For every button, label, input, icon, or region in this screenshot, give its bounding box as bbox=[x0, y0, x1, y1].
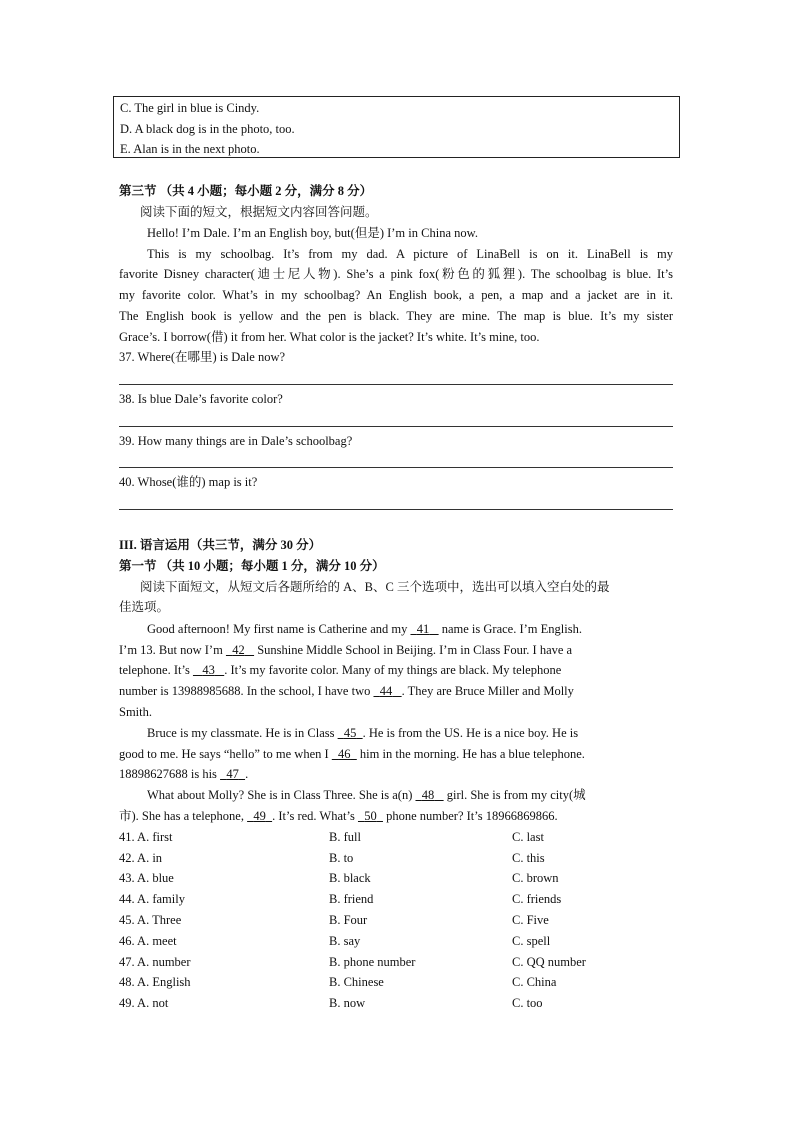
option-b: B. to bbox=[329, 851, 354, 865]
option-b: B. now bbox=[329, 996, 366, 1010]
option-a: 42. A. in bbox=[119, 851, 163, 865]
section3-instruction: 阅读下面的短文，根据短文内容回答问题。 bbox=[140, 205, 378, 219]
option-c: C. this bbox=[512, 851, 545, 865]
option-a: 46. A. meet bbox=[119, 934, 177, 948]
option-a: 48. A. English bbox=[119, 975, 191, 989]
box-option-c: C. The girl in blue is Cindy. bbox=[120, 101, 260, 115]
option-c: C. spell bbox=[512, 934, 551, 948]
question-40: 40. Whose(谁的) map is it? bbox=[119, 475, 258, 489]
passage-line: favorite Disney character(迪士尼人物). She’s a pink fox(粉色的狐狸). The schoolbag is blue. It’s bbox=[119, 267, 673, 281]
option-b: B. Four bbox=[329, 913, 368, 927]
part3-section1-heading: 第一节 （共 10 小题；每小题 1 分，满分 10 分） bbox=[119, 559, 385, 573]
cloze-line: Smith. bbox=[119, 705, 152, 719]
blank-49[interactable]: 49 bbox=[253, 809, 266, 823]
section3-heading: 第三节 （共 4 小题；每小题 2 分，满分 8 分） bbox=[119, 184, 373, 198]
option-c: C. brown bbox=[512, 871, 559, 885]
cloze-line: Good afternoon! My first name is Catherine and my 41 name is Grace. I’m English. bbox=[147, 619, 582, 639]
option-a: 43. A. blue bbox=[119, 871, 174, 885]
blank-44[interactable]: 44 bbox=[379, 684, 393, 698]
option-b: B. black bbox=[329, 871, 371, 885]
option-c: C. friends bbox=[512, 892, 562, 906]
cloze-line: number is 13988985688. In the school, I have two 44 . They are Bruce Miller and Molly bbox=[119, 681, 574, 701]
option-b: B. Chinese bbox=[329, 975, 384, 989]
passage-line: The English book is yellow and the pen is black. They are mine. The map is blue. It’s my sister bbox=[119, 309, 673, 323]
cloze-line: 市). She has a telephone, 49 . It’s red. What’s 50 phone number? It’s 18966869866. bbox=[119, 806, 558, 826]
options-box bbox=[113, 96, 680, 158]
option-a: 47. A. number bbox=[119, 955, 191, 969]
blank-45[interactable]: 45 bbox=[343, 726, 357, 740]
blank-41[interactable]: 41 bbox=[416, 622, 430, 636]
option-c: C. China bbox=[512, 975, 557, 989]
option-a: 45. A. Three bbox=[119, 913, 182, 927]
blank-46[interactable]: 46 bbox=[338, 747, 351, 761]
question-37: 37. Where(在哪里) is Dale now? bbox=[119, 350, 286, 364]
blank-42[interactable]: 42 bbox=[232, 643, 245, 657]
box-option-d: D. A black dog is in the photo, too. bbox=[120, 122, 295, 136]
cloze-line: Bruce is my classmate. He is in Class 45 . He is from the US. He is a nice boy. He is bbox=[147, 723, 578, 743]
cloze-line: good to me. He says “hello” to me when I 46 him in the morning. He has a blue telephone. bbox=[119, 744, 585, 764]
blank-43[interactable]: 43 bbox=[202, 663, 215, 677]
answer-line-39[interactable] bbox=[119, 467, 673, 468]
box-option-e: E. Alan is in the next photo. bbox=[120, 142, 260, 156]
option-b: B. say bbox=[329, 934, 361, 948]
option-c: C. QQ number bbox=[512, 955, 586, 969]
blank-48[interactable]: 48 bbox=[421, 788, 435, 802]
cloze-line: I’m 13. But now I’m 42 Sunshine Middle School in Beijing. I’m in Class Four. I have a bbox=[119, 640, 572, 660]
option-c: C. too bbox=[512, 996, 543, 1010]
cloze-line: 18898627688 is his 47 . bbox=[119, 764, 248, 784]
passage-line: Hello! I’m Dale. I’m an English boy, but(但是) I’m in China now. bbox=[147, 226, 478, 240]
blank-50[interactable]: 50 bbox=[364, 809, 377, 823]
part3-instruction-cont: 佳选项。 bbox=[119, 600, 170, 614]
answer-line-37[interactable] bbox=[119, 384, 673, 385]
option-a: 49. A. not bbox=[119, 996, 169, 1010]
cloze-line: telephone. It’s 43 . It’s my favorite color. Many of my things are black. My telephone bbox=[119, 660, 561, 680]
answer-line-38[interactable] bbox=[119, 426, 673, 427]
part3-heading: III. 语言运用（共三节，满分 30 分） bbox=[119, 538, 322, 552]
question-39: 39. How many things are in Dale’s schoolbag? bbox=[119, 434, 353, 448]
option-a: 41. A. first bbox=[119, 830, 173, 844]
option-b: B. friend bbox=[329, 892, 374, 906]
option-c: C. last bbox=[512, 830, 544, 844]
blank-47[interactable]: 47 bbox=[226, 767, 239, 781]
option-c: C. Five bbox=[512, 913, 549, 927]
passage-line: my favorite color. What’s in my schoolbag? An English book, a pen, a map and a jacket are in it. bbox=[119, 288, 673, 302]
passage-line: Grace’s. I borrow(借) it from her. What color is the jacket? It’s white. It’s mine, too. bbox=[119, 330, 540, 344]
part3-instruction: 阅读下面短文，从短文后各题所给的 A、B、C 三个选项中，选出可以填入空白处的最 bbox=[140, 580, 610, 594]
option-a: 44. A. family bbox=[119, 892, 185, 906]
passage-line: This is my schoolbag. It’s from my dad. A picture of LinaBell is on it. LinaBell is my bbox=[147, 247, 673, 261]
option-b: B. phone number bbox=[329, 955, 416, 969]
cloze-line: What about Molly? She is in Class Three. She is a(n) 48 girl. She is from my city(城 bbox=[147, 785, 586, 805]
answer-line-40[interactable] bbox=[119, 509, 673, 510]
option-b: B. full bbox=[329, 830, 361, 844]
question-38: 38. Is blue Dale’s favorite color? bbox=[119, 392, 283, 406]
